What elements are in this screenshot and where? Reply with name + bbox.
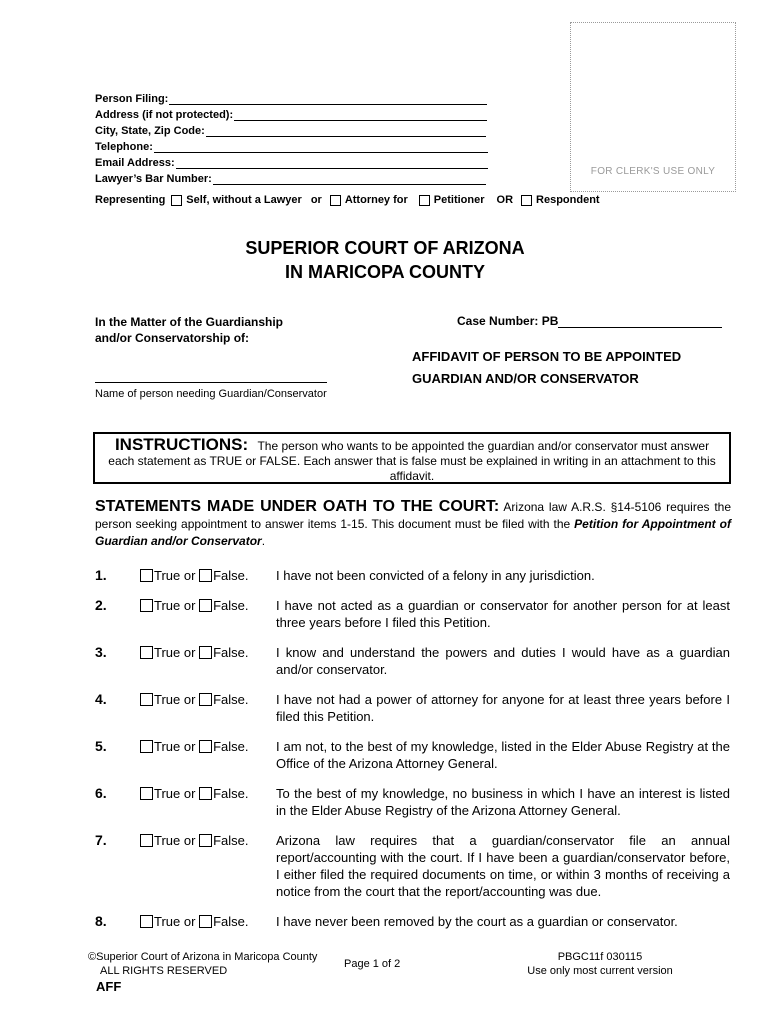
true-checkbox[interactable] — [140, 569, 153, 582]
item-text: I am not, to the best of my knowledge, listed in the Elder Abuse Registry at the Office of the Arizona Attorney General. — [276, 739, 730, 771]
true-checkbox[interactable] — [140, 787, 153, 800]
attorney-checkbox[interactable] — [330, 195, 341, 206]
field-line[interactable] — [169, 93, 487, 105]
field-label: Lawyer’s Bar Number: — [95, 173, 212, 185]
true-checkbox[interactable] — [140, 915, 153, 928]
item-number: 2. — [95, 597, 107, 613]
item-text: I have not had a power of attorney for anyone for at least three years before I filed this Petition. — [276, 692, 730, 724]
item-number: 8. — [95, 913, 107, 929]
person-filing-field[interactable] — [95, 90, 487, 105]
true-false-choice — [140, 785, 248, 802]
form-code: AFF — [96, 979, 122, 994]
true-label: True — [154, 645, 181, 660]
true-label: True — [154, 914, 181, 929]
item-text: To the best of my knowledge, no business in which I have an interest is listed in the Elder Abuse Registry of the Arizona Attorney General. — [276, 786, 730, 818]
field-label: Address (if not protected): — [95, 109, 234, 121]
or-text: or — [183, 692, 196, 707]
case-number-label: Case Number: PB — [457, 314, 559, 328]
false-label: False. — [213, 833, 249, 848]
form-id: PBGC11f 030115 — [557, 951, 643, 963]
true-false-choice — [140, 832, 248, 849]
email-field[interactable] — [95, 154, 488, 169]
matter-line2: and/or Conservatorship of: — [95, 331, 250, 345]
statements-heading: STATEMENTS MADE UNDER OATH TO THE COURT — [95, 498, 494, 515]
false-label: False. — [213, 914, 249, 929]
clerk-use-box — [570, 22, 736, 192]
bar-number-field[interactable] — [95, 170, 486, 185]
item-number: 1. — [95, 567, 107, 583]
item-text: I have not been convicted of a felony in any jurisdiction. — [276, 568, 595, 583]
or-text: or — [310, 194, 322, 206]
field-line[interactable] — [176, 157, 488, 169]
city-state-zip-field[interactable] — [95, 122, 486, 137]
or-text: or — [183, 914, 196, 929]
true-label: True — [154, 568, 181, 583]
representing-label: Representing — [95, 194, 166, 206]
item-number: 4. — [95, 691, 107, 707]
true-false-choice — [140, 913, 248, 930]
or-text: or — [183, 568, 196, 583]
court-title — [0, 236, 770, 284]
or-text: or — [183, 645, 196, 660]
true-label: True — [154, 598, 181, 613]
affidavit-title-line2: GUARDIAN AND/OR CONSERVATOR — [412, 371, 639, 386]
footer-left — [88, 950, 317, 994]
or-text: or — [183, 786, 196, 801]
item-text: I have never been removed by the court as a guardian or conservator. — [276, 914, 678, 929]
false-label: False. — [213, 568, 249, 583]
petitioner-checkbox[interactable] — [419, 195, 430, 206]
petitioner-label: Petitioner — [433, 194, 485, 206]
self-label: Self, without a Lawyer — [186, 194, 302, 206]
clerk-use-label: FOR CLERK'S USE ONLY — [590, 166, 716, 177]
field-line[interactable] — [154, 141, 488, 153]
false-label: False. — [213, 598, 249, 613]
or-text: or — [183, 598, 196, 613]
instructions-heading: INSTRUCTIONS: — [114, 435, 249, 454]
true-false-choice — [140, 691, 248, 708]
true-label: True — [154, 692, 181, 707]
true-checkbox[interactable] — [140, 834, 153, 847]
true-label: True — [154, 833, 181, 848]
true-false-choice — [140, 597, 248, 614]
telephone-field[interactable] — [95, 138, 488, 153]
true-label: True — [154, 739, 181, 754]
court-title-line1: SUPERIOR COURT OF ARIZONA — [245, 238, 525, 258]
false-checkbox[interactable] — [199, 834, 212, 847]
affidavit-title — [412, 346, 681, 390]
respondent-label: Respondent — [536, 194, 600, 206]
false-checkbox[interactable] — [199, 915, 212, 928]
statements-period: . — [261, 534, 266, 548]
court-title-line2: IN MARICOPA COUNTY — [285, 262, 485, 282]
instructions-text-a: The person who wants to be appointed the guardian and/or conservator must answer — [257, 439, 710, 453]
page-number: Page 1 of 2 — [344, 958, 401, 970]
ward-name-line[interactable] — [95, 382, 327, 383]
true-false-choice — [140, 567, 248, 584]
copyright-text: ©Superior Court of Arizona in Maricopa County — [88, 951, 318, 963]
petition-title: Petition for Appointment of Guardian and/or Conservator — [95, 517, 731, 548]
version-note: Use only most current version — [527, 965, 673, 977]
field-label: Telephone: — [95, 141, 153, 153]
true-checkbox[interactable] — [140, 599, 153, 612]
field-line[interactable] — [213, 173, 486, 185]
item-text: I have not acted as a guardian or conservator for another person for at least three years before I filed this Petition. — [276, 598, 730, 630]
true-label: True — [154, 786, 181, 801]
true-checkbox[interactable] — [140, 693, 153, 706]
attorney-label: Attorney for — [344, 194, 408, 206]
true-false-choice — [140, 644, 248, 661]
false-checkbox[interactable] — [199, 569, 212, 582]
false-checkbox[interactable] — [199, 693, 212, 706]
or-text: OR — [496, 194, 514, 206]
false-label: False. — [213, 692, 249, 707]
item-text: Arizona law requires that a guardian/conservator file an annual report/accounting with the court. If I have been a guardian/conservator before, I either filed the required documents on time, or within 3 months of receiving a notice from the court that the report/accounting was due. — [276, 833, 730, 899]
instructions-box — [93, 432, 731, 484]
or-text: or — [183, 739, 196, 754]
instructions-text-b: each statement as TRUE or FALSE. Each answer that is false must be explained in writing in an attachment to this affidavit. — [108, 454, 716, 483]
item-number: 3. — [95, 644, 107, 660]
statements-colon: : — [493, 498, 500, 515]
false-label: False. — [213, 739, 249, 754]
false-label: False. — [213, 786, 249, 801]
false-label: False. — [213, 645, 249, 660]
field-label: Person Filing: — [95, 93, 169, 105]
self-checkbox[interactable] — [171, 195, 182, 206]
field-line[interactable] — [234, 109, 487, 121]
item-number: 5. — [95, 738, 107, 754]
false-checkbox[interactable] — [199, 740, 212, 753]
field-label: Email Address: — [95, 157, 175, 169]
affidavit-title-line1: AFFIDAVIT OF PERSON TO BE APPOINTED — [412, 349, 682, 364]
true-checkbox[interactable] — [140, 646, 153, 659]
item-text: I know and understand the powers and duties I would have as a guardian and/or conservator. — [276, 645, 730, 677]
ward-name-label: Name of person needing Guardian/Conservator — [95, 388, 327, 400]
footer-right — [520, 950, 680, 978]
or-text: or — [183, 833, 196, 848]
respondent-checkbox[interactable] — [521, 195, 532, 206]
true-checkbox[interactable] — [140, 740, 153, 753]
statements-intro — [95, 498, 731, 550]
rights-text: ALL RIGHTS RESERVED — [100, 965, 228, 977]
statements-intro-text: Arizona law A.R.S. §14-5106 requires the person seeking appointment to answer items 1-15. This document must be filed with the — [95, 500, 732, 531]
case-number-field[interactable] — [457, 314, 722, 328]
representing-row — [95, 194, 600, 206]
false-checkbox[interactable] — [199, 599, 212, 612]
matter-line1: In the Matter of the Guardianship — [95, 315, 284, 329]
matter-caption — [95, 314, 283, 346]
item-number: 7. — [95, 832, 107, 848]
item-number: 6. — [95, 785, 107, 801]
field-label: City, State, Zip Code: — [95, 125, 205, 137]
field-line[interactable] — [206, 125, 486, 137]
case-number-line[interactable] — [558, 315, 722, 328]
false-checkbox[interactable] — [199, 787, 212, 800]
address-field[interactable] — [95, 106, 487, 121]
false-checkbox[interactable] — [199, 646, 212, 659]
true-false-choice — [140, 738, 248, 755]
